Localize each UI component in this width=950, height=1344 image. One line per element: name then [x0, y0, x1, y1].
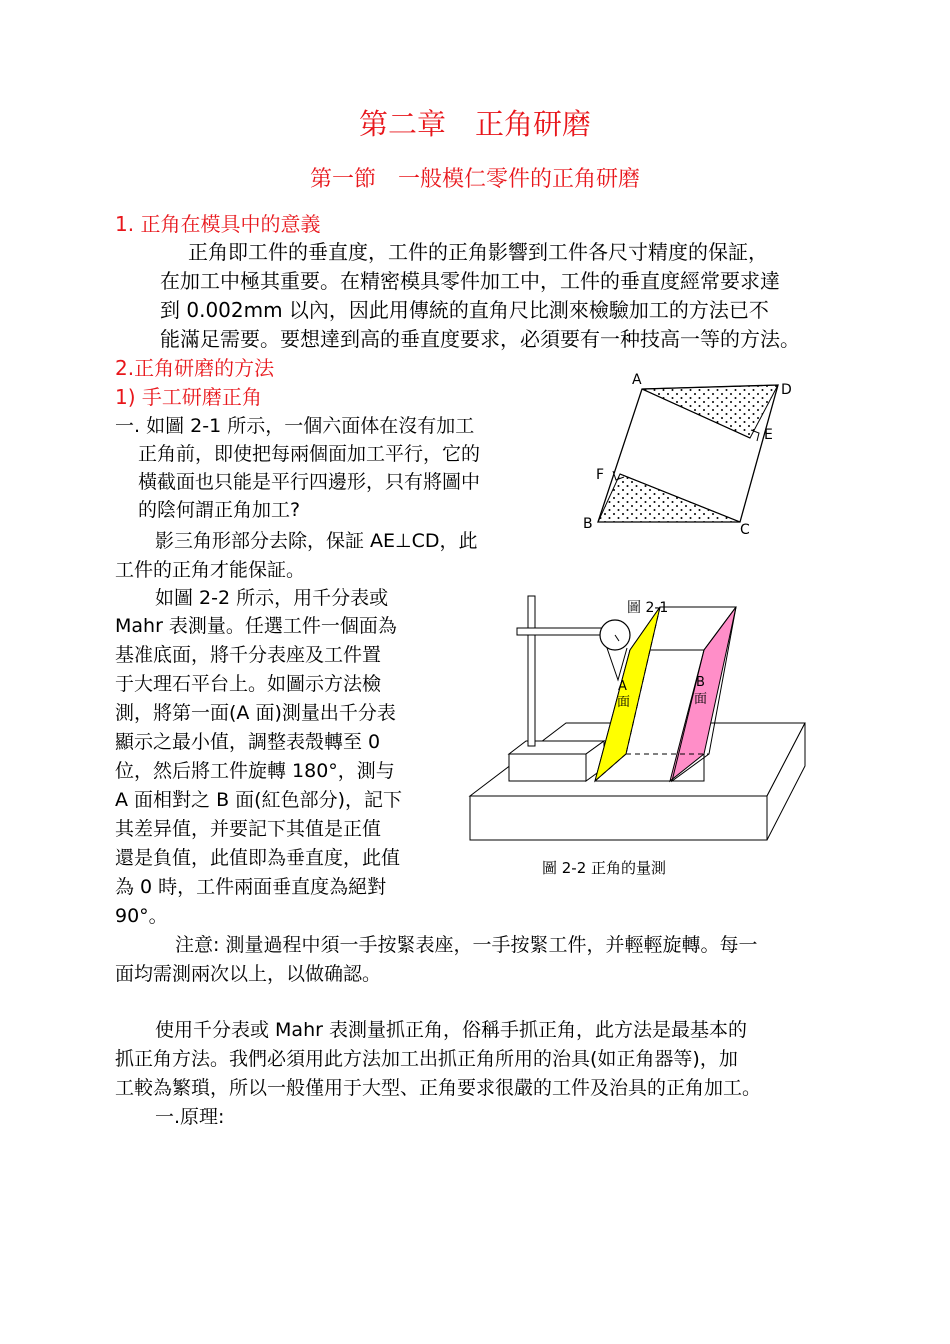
text-line: 能滿足需要。要想達到高的垂直度要求，必須要有一种技高一等的方法。	[160, 327, 800, 351]
text-line: 注意: 測量過程中須一手按緊表座，一手按緊工件，并輕輕旋轉。每一	[175, 934, 758, 956]
text-line: 90°。	[115, 905, 168, 927]
text-line: 為 0 時，工件兩面垂直度為絕對	[115, 876, 387, 898]
text-line: 的陰何謂正角加工?	[138, 499, 301, 521]
figure2-caption: 圖 2-2 正角的量測	[542, 859, 667, 877]
text-line: 面均需測兩次以上，以做确認。	[115, 963, 382, 985]
figure-measurement	[465, 590, 810, 880]
text-line: 如圖 2-2 所示，用千分表或	[155, 587, 389, 609]
surface-plate-front	[470, 796, 767, 840]
text-line: 于大理石平台上。如圖示方法檢	[115, 673, 382, 695]
text-line: 橫截面也只能是平行四邊形，只有將圖中	[138, 471, 481, 493]
text-line: 在加工中極其重要。在精密模具零件加工中，工件的垂直度經常要求達	[160, 269, 780, 293]
section-title: 第一節 一般模仁零件的正角研磨	[309, 167, 640, 192]
text-line: 使用千分表或 Mahr 表測量抓正角，俗稱手抓正角，此方法是最基本的	[155, 1019, 747, 1041]
text-line: 影三角形部分去除，保証 AE⊥CD，此	[155, 530, 478, 552]
label-e: E	[764, 427, 773, 443]
label-d: D	[781, 382, 792, 398]
text-line: 到 0.002mm 以內，因此用傳統的直角尺比測來檢驗加工的方法已不	[160, 298, 769, 322]
text-line: 正角前，即使把每兩個面加工平行，它的	[138, 443, 481, 465]
heading-methods: 2.正角研磨的方法	[115, 356, 275, 380]
face-b-label-char: 面	[694, 692, 708, 707]
text-line: 一. 如圖 2-1 所示，一個六面体在沒有加工	[115, 415, 475, 437]
text-line: 顯示之最小值，調整表殼轉至 0	[115, 731, 381, 753]
text-line: 工件的正角才能保証。	[115, 559, 306, 581]
label-b: B	[583, 516, 593, 532]
heading-significance: 1. 正角在模具中的意義	[115, 212, 321, 236]
figure1-reference: 圖 2-1	[627, 600, 669, 616]
text-line: Mahr 表測量。任選工件一個面為	[115, 615, 397, 637]
text-line: A 面相對之 B 面(紅色部分)，記下	[115, 789, 402, 811]
text-line: 正角即工件的垂直度，工件的正角影響到工件各尺寸精度的保証，	[188, 240, 768, 264]
shaded-triangle-bottom	[598, 474, 740, 522]
shaded-triangle-top	[642, 385, 778, 438]
label-f: F	[596, 467, 605, 483]
indicator-base	[509, 754, 586, 781]
heading-manual-grinding: 1) 手工研磨正角	[115, 385, 262, 409]
face-a-label-char: 面	[617, 695, 631, 710]
text-line: 位，然后將工件旋轉 180°，測与	[115, 760, 395, 782]
text-line: 測，將第一面(A 面)測量出千分表	[115, 702, 396, 724]
text-line: 其差异值，并要記下其值是正值	[115, 818, 382, 840]
text-line: 還是負值，此值即為垂直度，此值	[115, 847, 401, 869]
indicator-arm	[517, 628, 609, 635]
label-a: A	[632, 372, 642, 388]
text-line: 抓正角方法。我們必須用此方法加工出抓正角所用的治具(如正角器等)，加	[115, 1048, 738, 1070]
text-line: 一.原理:	[155, 1106, 225, 1128]
figure-parallelogram	[575, 368, 800, 540]
face-b-label-letter: B	[696, 675, 705, 690]
indicator-column	[528, 596, 535, 746]
text-line: 基准底面，將千分表座及工件置	[115, 644, 382, 666]
label-c: C	[740, 522, 750, 538]
chapter-title: 第二章 正角研磨	[358, 107, 591, 141]
text-line: 工較為繁瑣，所以一般僅用于大型、正角要求很嚴的工件及治具的正角加工。	[115, 1077, 762, 1099]
face-a-label-letter: A	[618, 679, 627, 694]
